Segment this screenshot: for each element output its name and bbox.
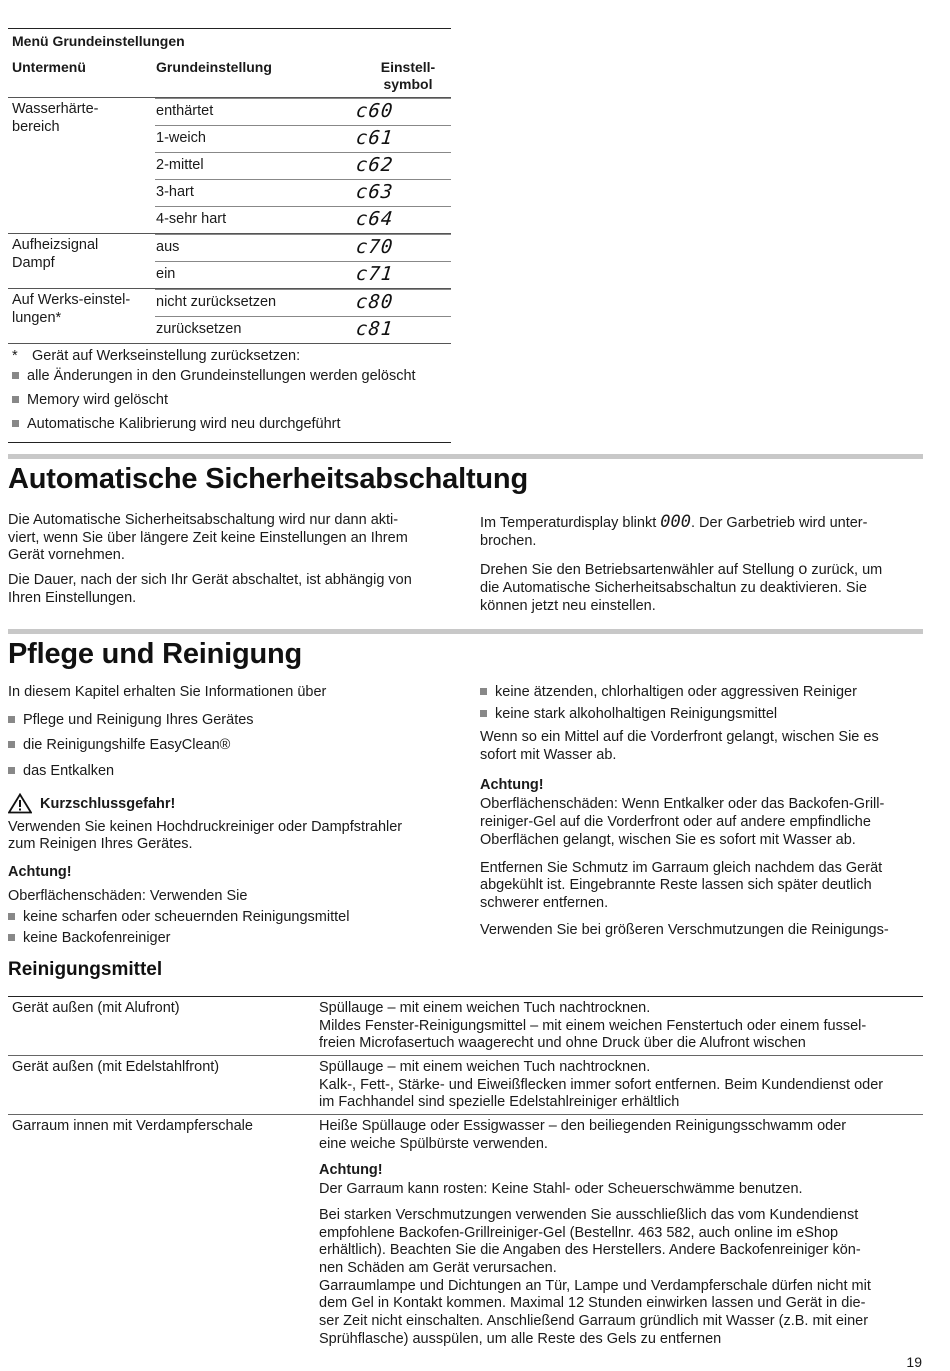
- paragraph: [480, 512, 925, 550]
- list-item: [8, 909, 453, 927]
- square-bullet-icon: [8, 741, 15, 748]
- display-symbol: c80: [354, 291, 395, 313]
- square-bullet-icon: [480, 688, 487, 695]
- square-bullet-icon: [8, 913, 15, 920]
- text-run: . Der Garbetrieb wird unter- brochen.: [480, 515, 868, 549]
- safety-right-column: [480, 512, 925, 622]
- bullet-text: das Entkalken: [23, 763, 115, 780]
- row-value: 1-weich: [156, 130, 206, 146]
- table-bottom-rule: [8, 442, 451, 443]
- display-symbol: 000: [660, 512, 691, 532]
- attention-label: Achtung!: [480, 776, 544, 793]
- paragraph: Die Dauer, nach der sich Ihr Gerät abschaltet, ist abhängig von Ihren Einstellungen.: [8, 572, 412, 606]
- care-left-column: [8, 684, 453, 954]
- paragraph: Oberflächenschäden: Wenn Entkalker oder das Backofen-Grill- reiniger-Gel auf die Vorderfront oder auf andere empfindliche Oberflächen gelangt, wischen Sie es sofort mit Wasser ab.: [480, 796, 885, 848]
- care-right-column: [480, 684, 925, 946]
- group-name: Aufheizsignal Dampf: [12, 237, 99, 271]
- display-symbol: c62: [354, 154, 395, 176]
- instruction-text: Der Garraum kann rosten: Keine Stahl- oder Scheuerschwämme benutzen.: [319, 1181, 803, 1198]
- table-row: [155, 234, 451, 261]
- paragraph: Entfernen Sie Schmutz im Garraum gleich nachdem das Gerät abgekühlt ist. Eingebrannte Reste lassen sich später deutlich schwerer entfernen.: [480, 859, 883, 911]
- area-cell: Garraum innen mit Verdampferschale: [12, 1118, 253, 1135]
- table-row: [8, 1115, 923, 1350]
- instruction-text: Kalk-, Fett-, Stärke- und Eiweißflecken immer sofort entfernen. Beim Kundendienst oder im Fachhandel sind spezielle Edelstahlreiniger erhältlich: [319, 1076, 884, 1111]
- bullet-text: keine Backofenreiniger: [23, 930, 171, 947]
- bullet-text: Automatische Kalibrierung wird neu durchgeführt: [27, 416, 341, 432]
- list-item: [8, 763, 453, 781]
- bullet-text: Memory wird gelöscht: [27, 392, 169, 408]
- square-bullet-icon: [8, 716, 15, 723]
- page-number: 19: [906, 1354, 922, 1370]
- list-item: [8, 712, 453, 730]
- paragraph: Oberflächenschäden: Verwenden Sie: [8, 887, 248, 904]
- row-value: 3-hart: [156, 184, 194, 200]
- square-bullet-icon: [12, 396, 19, 403]
- table-row: [155, 152, 451, 179]
- warning-text: Verwenden Sie keinen Hochdruckreiniger oder Dampfstrahler zum Reinigen Ihres Gerätes.: [8, 818, 403, 853]
- bullet-text: keine ätzenden, chlorhaltigen oder aggressiven Reiniger: [495, 684, 857, 700]
- table-row: [155, 125, 451, 152]
- text-run: Drehen Sie den Betriebsartenwähler auf Stellung: [480, 562, 799, 579]
- display-symbol: c63: [354, 181, 395, 203]
- row-value: enthärtet: [156, 103, 214, 119]
- table-title: Menü Grundeinstellungen: [12, 33, 185, 49]
- instruction-text: Garraumlampe und Dichtungen an Tür, Lampe und Verdampferschale dürfen nicht mit dem Gel in Kontakt kommen. Maximal 12 Stunden einwirken lassen und Gerät in die- ser Zeit nicht einschalten. Anschließend Garraum gründlich mit Wasser (z.B. mit einer Sprühflasche) ausspülen, um alle Reste des Gels zu entfernen: [319, 1277, 871, 1347]
- instruction-text: Spüllauge – mit einem weichen Tuch nachtrocknen.: [319, 1000, 651, 1016]
- section-heading-care: Pflege und Reinigung: [8, 638, 303, 670]
- square-bullet-icon: [8, 767, 15, 774]
- footnote-text: Gerät auf Werkseinstellung zurücksetzen:: [32, 348, 301, 364]
- table-footnote: [8, 344, 451, 368]
- display-symbol: c81: [354, 318, 395, 340]
- paragraph: Verwenden Sie bei größeren Verschmutzungen die Reinigungs-: [480, 921, 889, 938]
- instruction-cell: [315, 1115, 924, 1350]
- row-value: nicht zurücksetzen: [156, 294, 277, 310]
- bullet-text: keine scharfen oder scheuernden Reinigungsmittel: [23, 908, 350, 925]
- table-row: [8, 997, 923, 1056]
- bullet-text: die Reinigungshilfe EasyClean®: [23, 737, 231, 754]
- display-symbol: c61: [354, 127, 395, 149]
- display-symbol: c70: [354, 236, 395, 258]
- instruction-text: Spüllauge – mit einem weichen Tuch nachtrocknen.: [319, 1059, 651, 1076]
- area-cell: Gerät außen (mit Alufront): [12, 1000, 180, 1016]
- square-bullet-icon: [12, 372, 19, 379]
- section-divider: [8, 629, 923, 634]
- paragraph: Die Automatische Sicherheitsabschaltung wird nur dann akti- viert, wenn Sie über längere Zeit keine Einstellungen an Ihrem Gerät vornehmen.: [8, 512, 408, 564]
- header-symbol: Einstell- symbol: [380, 59, 436, 93]
- group-heating-signal: [8, 234, 451, 289]
- bullet-text: Pflege und Reinigung Ihres Gerätes: [23, 711, 254, 728]
- settings-menu-table: [8, 28, 451, 443]
- table-row: [155, 179, 451, 206]
- square-bullet-icon: [12, 420, 19, 427]
- instruction-text: Heiße Spüllauge oder Essigwasser – den beiliegenden Reinigungsschwamm oder eine weiche Spülbürste verwenden.: [319, 1118, 847, 1152]
- warning-title: Kurzschlussgefahr!: [40, 795, 176, 812]
- square-bullet-icon: [480, 710, 487, 717]
- table-row: [8, 1056, 923, 1115]
- list-item: [480, 706, 925, 724]
- header-submenu: Untermenü: [12, 59, 86, 75]
- square-bullet-icon: [8, 934, 15, 941]
- attention-label: Achtung!: [319, 1161, 383, 1178]
- text-run: Im Temperaturdisplay blinkt: [480, 515, 661, 531]
- list-item: [8, 737, 453, 755]
- safety-left-column: [8, 512, 453, 614]
- warning-triangle-icon: [8, 793, 32, 814]
- footnote-star: *: [12, 348, 18, 364]
- table-row: [155, 289, 451, 316]
- warning-heading: [8, 795, 453, 817]
- list-item: [480, 684, 925, 702]
- paragraph: Wenn so ein Mittel auf die Vorderfront gelangt, wischen Sie es sofort mit Wasser ab.: [480, 729, 879, 764]
- row-value: 4-sehr hart: [156, 211, 227, 227]
- group-water-hardness: [8, 98, 451, 234]
- instruction-text: Bei starken Verschmutzungen verwenden Sie ausschließlich das vom Kundendienst empfohlene Backofen-Grillreiniger-Gel (Bestellnr. 463 582, auch online im eShop erhältlich). Beachten Sie die Angaben des Herstellers. Andere Backofenreiniger kön- nen Schäden am Gerät verursachen.: [319, 1206, 861, 1276]
- table-header-row: [8, 55, 451, 98]
- instruction-text: Mildes Fenster-Reinigungsmittel – mit einem weichen Fenstertuch oder einem fussel- freien Microfasertuch waagerecht und ohne Druck über die Alufront wischen: [319, 1017, 867, 1052]
- subsection-heading-cleaning-agents: Reinigungsmittel: [8, 959, 163, 980]
- list-item: [8, 930, 453, 948]
- row-value: 2-mittel: [156, 157, 204, 173]
- cleaning-agents-table: [8, 996, 923, 1350]
- row-value: zurücksetzen: [156, 321, 242, 337]
- group-factory-settings: [8, 289, 451, 344]
- list-item: [8, 368, 451, 392]
- paragraph: In diesem Kapitel erhalten Sie Informationen über: [8, 684, 327, 700]
- section-heading-safety: Automatische Sicherheitsabschaltung: [8, 463, 528, 495]
- instruction-cell: [315, 997, 924, 1055]
- section-divider: [8, 454, 923, 459]
- group-name: Wasserhärte- bereich: [12, 101, 99, 135]
- group-name: Auf Werks-einstel- lungen*: [12, 292, 131, 326]
- display-symbol: c60: [354, 100, 395, 122]
- row-value: aus: [156, 239, 180, 255]
- paragraph: [480, 560, 925, 615]
- table-row: [155, 316, 451, 343]
- text-run: zurück, um die Automatische Sicherheitsabschaltun zu deaktivieren. Sie können jetzt neu einstellen.: [480, 562, 883, 614]
- attention-label: Achtung!: [8, 864, 72, 881]
- instruction-cell: [315, 1056, 924, 1114]
- table-row: [155, 206, 451, 233]
- table-row: [155, 98, 451, 125]
- display-symbol: c71: [354, 263, 395, 285]
- dial-position-symbol: o: [798, 561, 808, 579]
- list-item: [8, 392, 451, 416]
- display-symbol: c64: [354, 208, 395, 230]
- bullet-text: alle Änderungen in den Grundeinstellungen werden gelöscht: [27, 368, 416, 384]
- area-cell: Gerät außen (mit Edelstahlfront): [12, 1059, 220, 1076]
- list-item: [8, 416, 451, 440]
- table-row: [155, 261, 451, 288]
- bullet-text: keine stark alkoholhaltigen Reinigungsmittel: [495, 705, 778, 722]
- row-value: ein: [156, 266, 176, 282]
- header-default: Grundeinstellung: [156, 59, 272, 75]
